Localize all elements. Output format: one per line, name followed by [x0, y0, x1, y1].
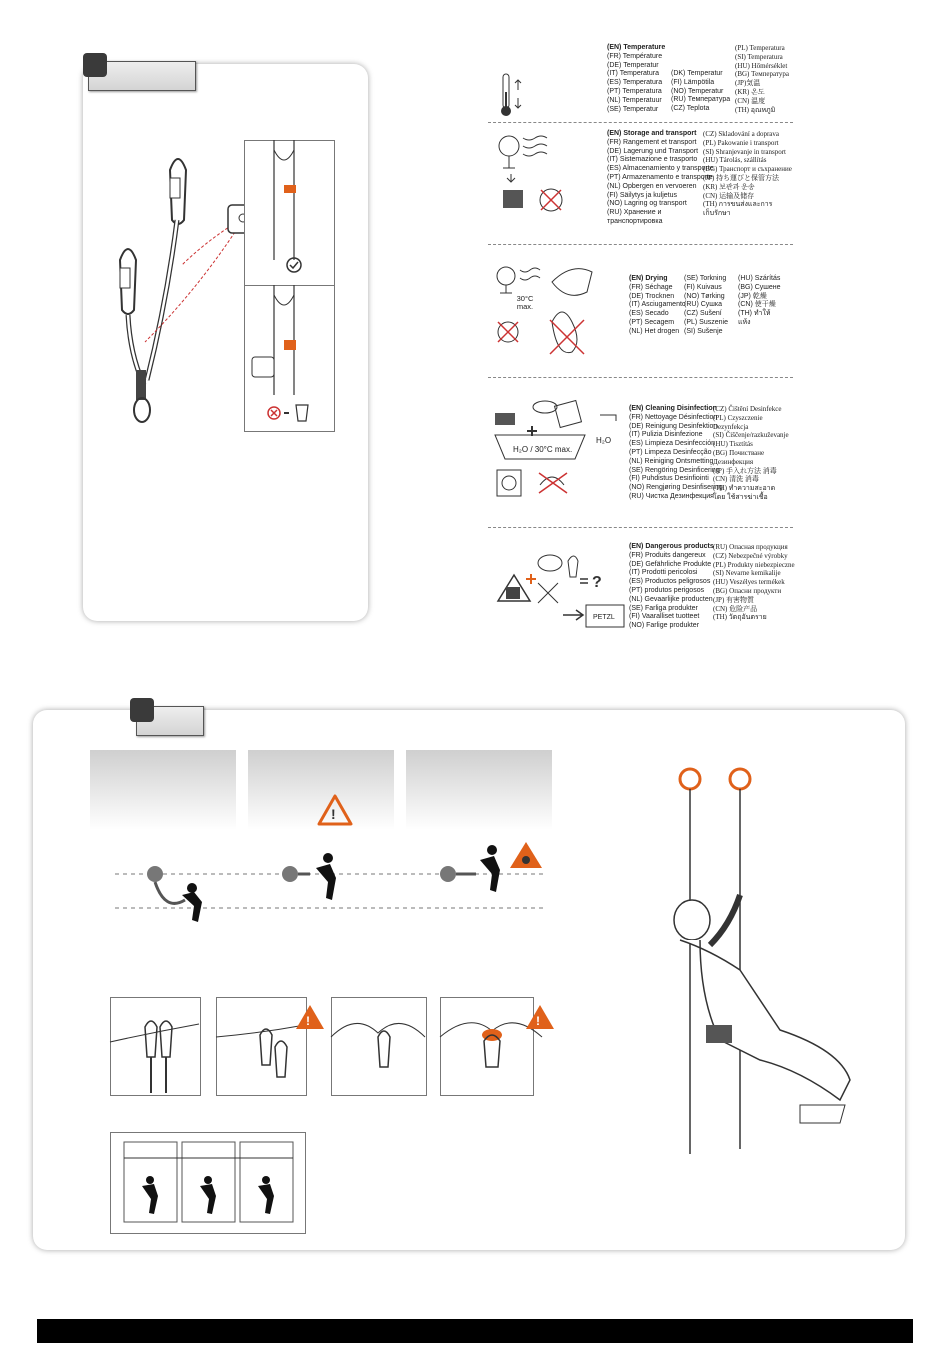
rope-access-illustration [650, 765, 860, 1165]
warning-icon [526, 1005, 554, 1029]
anchor-icon [440, 866, 456, 882]
cleaning-col2: (CZ) Čištění Desinfekce (PL) Czyszczenie Dezynfekcja (SI) Čiščenje/razkuževanje (HU) Tisztítás (BG) Почистване Дезинфекция (JP) 手入れ方法 消毒 (CN) 清洗 消毒 (TH) ทำความสะอาด โดย ใช้สารฆ่าเชื้อ [713, 405, 789, 501]
cleaning-icons [485, 395, 625, 515]
fan-icon [499, 136, 519, 156]
divider [488, 122, 793, 123]
footer-bar [37, 1319, 913, 1343]
section-tag-marker [130, 698, 154, 722]
section-tag-marker [83, 53, 107, 77]
svg-text:!: ! [331, 806, 336, 822]
drying-temp-label: 30°C max. [516, 294, 534, 311]
anchor-icon [730, 769, 750, 789]
warning-icon [296, 1005, 324, 1029]
cleaning-col1: (EN) Cleaning Disinfection (FR) Nettoyage Désinfection (DE) Reinigung Desinfektion (IT) Pulizia Disinfezione (ES) Limpieza Desinfección (PT) Limpeza Desinfecção (NL) Reiniging Ontsmetting (SE) Rengöring Desinficering (FI) Puhdistus Desinfiointi (NO) Rengjøring Desinfisering (RU) Чистка Дезинфекция [629, 405, 723, 500]
divider [488, 244, 793, 245]
svg-text:?: ? [592, 574, 602, 591]
progression-sequence [110, 1132, 304, 1232]
fan-icon [497, 267, 515, 285]
petzl-label: PETZL [593, 614, 615, 621]
trash-icon [296, 405, 308, 421]
carabiner-details [110, 997, 560, 1097]
temperature-col2: (DK) Temperatur (FI) Lämpötila (NO) Temperatur (RU) Температура (CZ) Teplota [671, 70, 731, 113]
drying-col3: (HU) Szárítás (BG) Сушене (JP) 乾燥 (CN) 使干燥 (TH) ทำให้ แห้ง [738, 275, 781, 326]
fall-scenarios [110, 780, 560, 940]
dangerous-icons [488, 543, 628, 648]
check-icon [287, 258, 301, 272]
divider [488, 377, 793, 378]
storage-col2: (CZ) Skladování a doprava (PL) Pakowanie i transport (SI) Shranjevanje in transport (HU) Tárolás, szállítás (BG) Транспорт и съхранение (JP) 持ち運びと保管方法 (KR) 보관과 운송 (CN) 运输及储存 (TH) การขนส่งและการ เก็บรักษา [703, 130, 792, 218]
divider [488, 527, 793, 528]
storage-icons [493, 130, 573, 220]
anchor-icon [680, 769, 700, 789]
anchor-icon [282, 866, 298, 882]
storage-col1: (EN) Storage and transport (FR) Rangement et transport (DE) Lagerung und Transport (IT) Sistemazione e trasporto (ES) Almacenamiento y transporte (PT) Armazenamento e transporte (NL) Opbergen en vervoeren (FI) Säilytys ja kuljetus (NO) Lagring og transport (RU) Хранение и транспортировка [607, 130, 714, 225]
drying-col2: (SE) Torkning (FI) Kuivaus (NO) Tørking (RU) Сушка (CZ) Sušení (PL) Suszenie (SI) Sušenje [684, 275, 728, 335]
dangerous-col2: (RU) Опасная продукция (CZ) Nebezpečné výrobky (PL) Produkty niebezpieczne (SI) Nevarne kemikalije (HU) Veszélyes termékek (BG) Опасни продукти (JP) 有害物質 (CN) 危险产品 (TH) วัตถุอันตราย [713, 543, 795, 622]
drying-col1: (EN) Drying (FR) Séchage (DE) Trocknen (IT) Asciugamento (ES) Secado (PT) Secagem (NL) Het drogen [629, 275, 686, 335]
cleaning-tap-label: H₂O [596, 436, 612, 445]
cleaning-basin-label: H₂O / 30°C max. [513, 445, 573, 454]
dangerous-col1: (EN) Dangerous products (FR) Produits dangereux (DE) Gefährliche Produkte (IT) Prodotti pericolosi (ES) Productos peligrosos (PT) produtos perigosos (NL) Gevaarlijke producten (SE) Farliga produkter (FI) Vaaralliset tuotteet (NO) Farlige produkter [629, 543, 714, 630]
temperature-col3: (PL) Temperatura (SI) Temperatura (HU) Hőmérséklet (BG) Температура (JP)気温 (KR) 온도 (CN) 温度 (TH) อุณหภูมิ [735, 44, 790, 114]
svg-text:!: ! [536, 1014, 540, 1028]
anchor-icon [147, 866, 163, 882]
inspection-ok-detail [244, 140, 334, 285]
inspection-reject-detail [244, 285, 334, 430]
thermometer-icon [496, 72, 532, 118]
temperature-col1: (EN) Temperature (FR) Température (DE) Temperatur (IT) Temperatura (ES) Temperatura (PT) Temperatura (NL) Temperatuur (SE) Temperatur [607, 44, 666, 113]
svg-text:!: ! [306, 1014, 310, 1028]
warning-icon [510, 842, 542, 868]
drying-icons [492, 262, 612, 362]
